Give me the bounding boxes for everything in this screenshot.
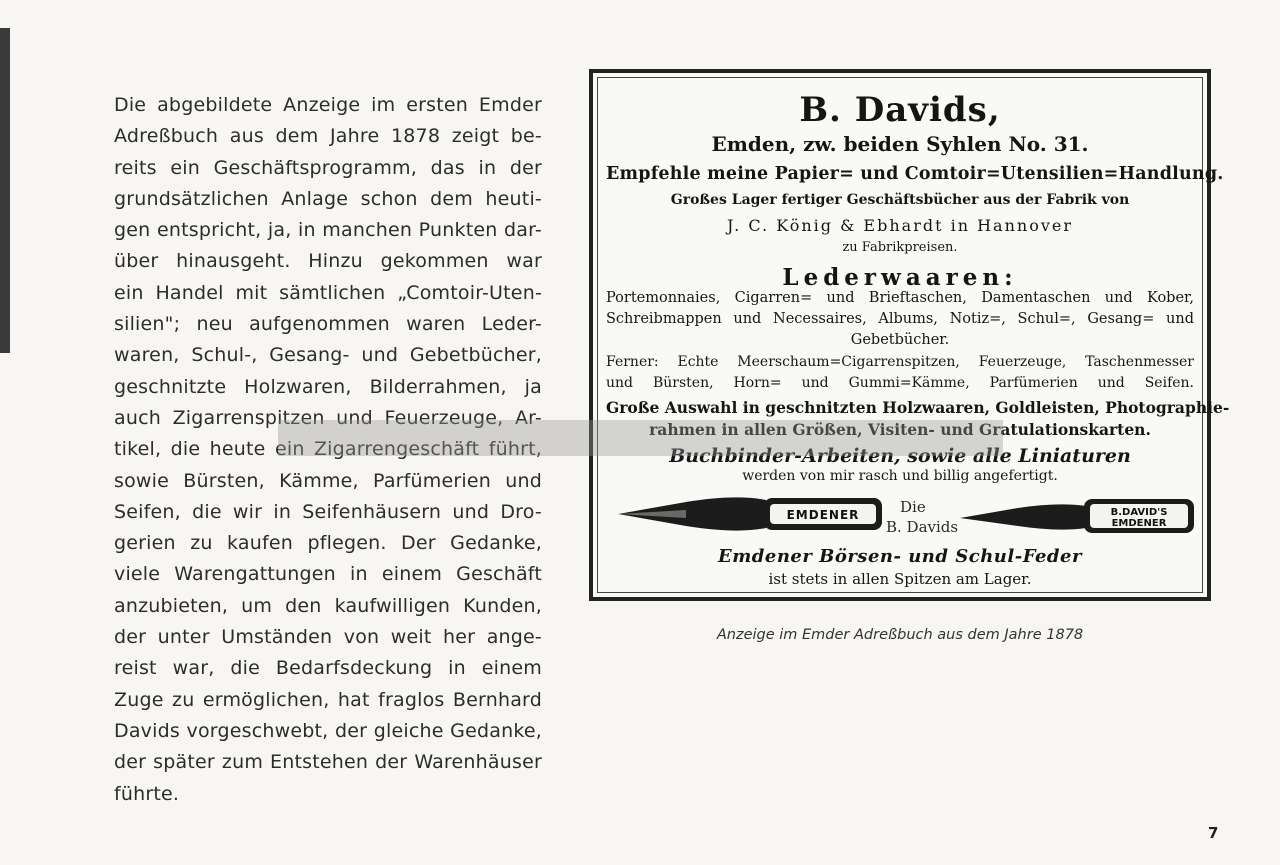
ad-b-davids: B. Davids bbox=[886, 518, 959, 536]
ad-schreibmappen: Schreibmappen und Necessaires, Albums, Notiz=, Schul=, Gesang= und bbox=[606, 311, 1194, 327]
body-line: gerien zu kaufen pflegen. Der Gedanke, bbox=[114, 532, 542, 555]
page-number: 7 bbox=[1208, 824, 1219, 842]
body-line: silien"; neu aufgenommen waren Leder- bbox=[114, 313, 542, 336]
ad-werden: werden von mir rasch und billig angefertigt. bbox=[742, 468, 1058, 484]
pen-nib-left-illustration bbox=[616, 492, 886, 536]
ad-fabrikpreise: zu Fabrikpreisen. bbox=[842, 240, 958, 255]
ad-buersten: und Bürsten, Horn= und Gummi=Kämme, Parfümerien und Seifen. bbox=[606, 375, 1194, 391]
body-line: grundsätzlichen Anlage schon dem heuti- bbox=[114, 187, 542, 210]
body-line: der später zum Entstehen der Warenhäuser bbox=[114, 751, 542, 774]
body-line: der unter Umständen von weit her ange- bbox=[114, 626, 542, 649]
body-line: sowie Bürsten, Kämme, Parfümerien und bbox=[114, 469, 542, 492]
pen-nib-right-illustration bbox=[958, 496, 1198, 536]
body-line: Die abgebildete Anzeige im ersten Emder bbox=[114, 94, 542, 116]
ad-empfehle: Empfehle meine Papier= und Comtoir=Utensilien=Handlung. bbox=[606, 164, 1224, 184]
body-line: viele Warengattungen in einem Geschäft bbox=[114, 563, 542, 586]
ad-auswahl: Große Auswahl in geschnitzten Holzwaaren, Goldleisten, Photographie- bbox=[606, 398, 1230, 417]
ad-grosses-lager: Großes Lager fertiger Geschäftsbücher aus der Fabrik von bbox=[670, 192, 1130, 208]
ad-koenig-ebhardt: J. C. König & Ebhardt in Hannover bbox=[727, 216, 1073, 235]
ad-buchbinder: Buchbinder-Arbeiten, sowie alle Liniaturen bbox=[669, 445, 1131, 467]
pen-right-label-bottom: EMDENER bbox=[1111, 518, 1167, 529]
body-line: tikel, die heute ein Zigarrengeschäft führt, bbox=[114, 438, 542, 461]
body-line: Seifen, die wir in Seifenhäusern und Dro- bbox=[114, 500, 542, 523]
ad-die: Die bbox=[900, 498, 926, 516]
ad-stets-lager: ist stets in allen Spitzen am Lager. bbox=[768, 570, 1032, 588]
body-line: führte. bbox=[114, 782, 180, 805]
body-line: auch Zigarrenspitzen und Feuerzeuge, Ar- bbox=[114, 406, 542, 429]
ad-address: Emden, zw. beiden Syhlen No. 31. bbox=[711, 132, 1089, 156]
ad-emdener-feder: Emdener Börsen- und Schul-Feder bbox=[718, 546, 1082, 567]
binding-edge bbox=[0, 28, 10, 353]
watermark-band bbox=[278, 420, 1003, 456]
advertisement bbox=[589, 69, 1230, 601]
body-line: anzubieten, um den kaufwilligen Kunden, bbox=[114, 594, 542, 617]
ad-title: B. Davids, bbox=[799, 90, 1001, 130]
body-line: reits ein Geschäftsprogramm, das in der bbox=[114, 156, 542, 179]
body-line: geschnitzte Holzwaren, Bilderrahmen, ja bbox=[114, 375, 542, 398]
ad-ferner: Ferner: Echte Meerschaum=Cigarrenspitzen, Feuerzeuge, Taschenmesser bbox=[606, 354, 1194, 370]
figure-caption: Anzeige im Emder Adreßbuch aus dem Jahre 1878 bbox=[716, 627, 1084, 643]
body-line: Zuge zu ermöglichen, hat fraglos Bernhard bbox=[114, 688, 542, 711]
ad-portemonnaies: Portemonnaies, Cigarren= und Brieftaschen, Damentaschen und Kober, bbox=[606, 290, 1194, 306]
pen-left-label: EMDENER bbox=[786, 508, 860, 522]
ad-rahmen: rahmen in allen Größen, Visiten- und Gratulationskarten. bbox=[649, 420, 1151, 439]
body-line: gen entspricht, ja, in manchen Punkten dar- bbox=[114, 219, 542, 242]
body-line: reist war, die Bedarfsdeckung in einem bbox=[114, 657, 542, 680]
ad-gebetbuecher: Gebetbücher. bbox=[850, 332, 950, 348]
body-line: waren, Schul-, Gesang- und Gebetbücher, bbox=[114, 344, 542, 367]
pen-right-label-top: B.DAVID'S bbox=[1110, 507, 1168, 518]
body-line: ein Handel mit sämtlichen „Comtoir-Uten- bbox=[114, 281, 542, 304]
advertisement-inner-border bbox=[597, 77, 1230, 593]
body-line: über hinausgeht. Hinzu gekommen war bbox=[114, 250, 542, 273]
body-line: Adreßbuch aus dem Jahre 1878 zeigt be- bbox=[114, 125, 542, 148]
body-line: Davids vorgeschwebt, der gleiche Gedanke, bbox=[114, 719, 542, 742]
ad-lederwaaren-heading: Lederwaaren: bbox=[782, 264, 1018, 291]
